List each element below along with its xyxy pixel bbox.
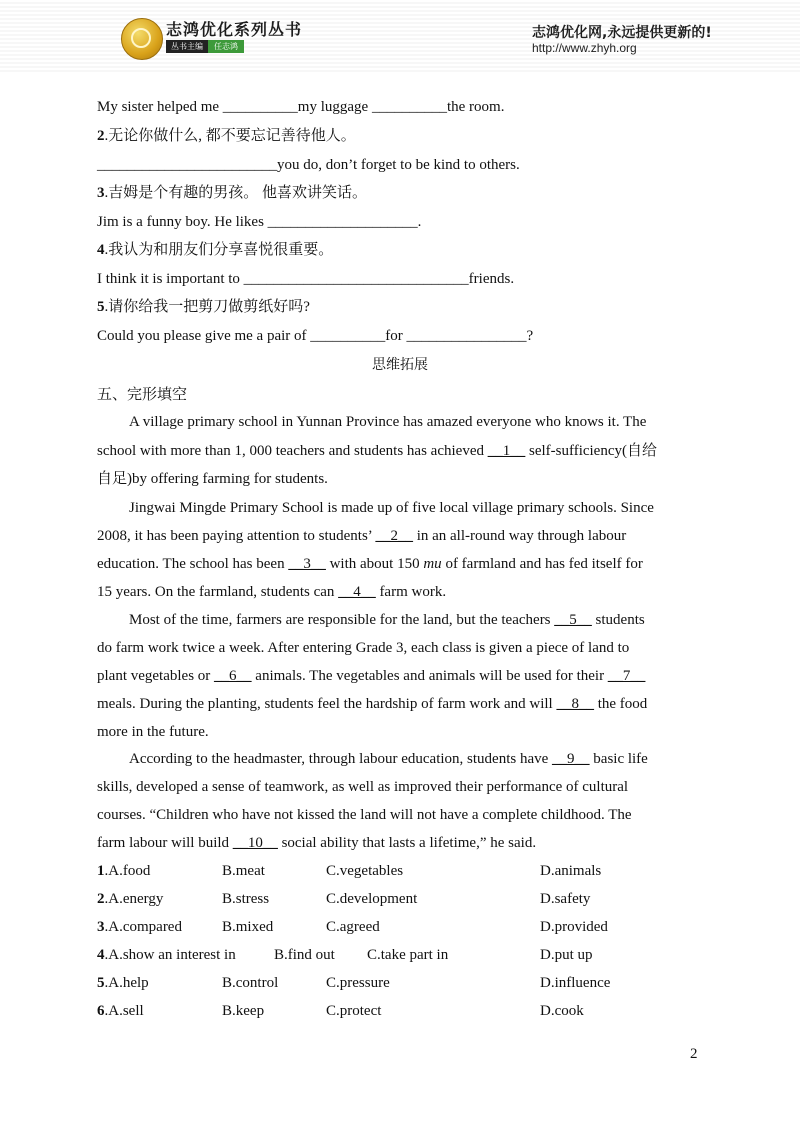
blank-10: __10__ (232, 835, 278, 851)
option-a-text: .A.show an interest in (104, 947, 236, 963)
option-c: C.vegetables (326, 863, 404, 879)
passage-text: with about 150 (325, 556, 424, 572)
passage-line (97, 833, 536, 853)
q4-number: 4 (97, 242, 105, 258)
passage-text: of farmland and has fed itself for (441, 556, 643, 572)
passage-text: plant vegetables or (97, 668, 215, 684)
line-q2-en: ________________________you do, don’t forget to be kind to others. (97, 157, 520, 173)
page-header (0, 0, 800, 72)
passage-line: more in the future. (97, 724, 209, 740)
option-a-text: .A.energy (104, 891, 164, 907)
option-number: 2 (97, 891, 105, 907)
blank-7: __7__ (607, 668, 646, 684)
series-logo-icon (121, 18, 163, 60)
q3-chinese: .吉姆是个有趣的男孩。 他喜欢讲笑话。 (104, 185, 368, 201)
line-q5-cn (97, 297, 310, 317)
blank-2: __2__ (375, 528, 413, 544)
passage-text: 2008, it has been paying attention to students’ (97, 528, 376, 544)
line-q1-en: My sister helped me __________my luggage __________the room. (97, 99, 505, 115)
blank-9: __9__ (552, 751, 590, 767)
option-a (97, 917, 182, 937)
passage-line: skills, developed a sense of teamwork, as well as improved their performance of cultural (97, 779, 629, 795)
passage-text: education. The school has been (97, 556, 289, 572)
option-d: D.put up (540, 947, 593, 963)
blank-1: __1__ (487, 443, 526, 459)
passage-line (97, 582, 446, 602)
option-a-text: .A.food (104, 863, 151, 879)
passage-text: the food (593, 696, 648, 712)
passage-italic: mu (423, 556, 442, 572)
option-b: B.find out (274, 947, 335, 963)
option-c: C.pressure (326, 975, 390, 991)
passage-text: According to the headmaster, through labour education, students have (129, 751, 553, 767)
option-b: B.mixed (222, 919, 274, 935)
passage-text: animals. The vegetables and animals will be used for their (251, 668, 608, 684)
blank-8: __8__ (556, 696, 594, 712)
passage-text: in an all-round way through labour (412, 528, 627, 544)
option-d: D.provided (540, 919, 608, 935)
option-d: D.cook (540, 1003, 584, 1019)
passage-text: farm labour will build (97, 835, 233, 851)
q5-number: 5 (97, 299, 105, 315)
line-q3-en: Jim is a funny boy. He likes ____________________. (97, 214, 422, 230)
q4-chinese: .我认为和朋友们分享喜悦很重要。 (104, 242, 334, 258)
line-q5-en: Could you please give me a pair of __________for ________________? (97, 328, 534, 344)
option-number: 4 (97, 947, 105, 963)
passage-line (97, 526, 626, 546)
blank-4: __4__ (338, 584, 376, 600)
passage-line (129, 749, 648, 769)
page-number: 2 (690, 1046, 698, 1062)
line-q4-en: I think it is important to ______________________________friends. (97, 271, 515, 287)
option-a-text: .A.help (104, 975, 149, 991)
passage-text: 15 years. On the farmland, students can (97, 584, 339, 600)
passage-text: school with more than 1, 000 teachers and students has achieved (97, 443, 488, 459)
passage-line (97, 666, 645, 686)
q2-number: 2 (97, 128, 105, 144)
blank-6: __6__ (214, 668, 252, 684)
passage-line (129, 610, 645, 630)
passage-line (97, 441, 657, 461)
option-c: C.take part in (367, 947, 449, 963)
q2-chinese: .无论你做什么, 都不要忘记善待他人。 (104, 128, 356, 144)
passage-line: courses. “Children who have not kissed the land will not have a complete childhood. The (97, 807, 632, 823)
passage-text: meals. During the planting, students feel the hardship of farm work and will (97, 696, 557, 712)
passage-text: self-sufficiency(自给 (525, 443, 657, 459)
passage-line: A village primary school in Yunnan Province has amazed everyone who knows it. The (129, 414, 647, 430)
passage-line (97, 554, 643, 574)
passage-line: Jingwai Mingde Primary School is made up of five local village primary schools. Since (129, 500, 654, 516)
option-number: 1 (97, 863, 105, 879)
option-a (97, 889, 163, 909)
header-url: http://www.zhyh.org (532, 41, 637, 55)
option-c: C.development (326, 891, 418, 907)
line-q2-cn (97, 126, 356, 146)
blank-3: __3__ (288, 556, 326, 572)
section-think-title: 思维拓展 (372, 357, 428, 373)
option-c: C.protect (326, 1003, 382, 1019)
line-q3-cn (97, 183, 367, 203)
editor-name: 任志鸿 (208, 40, 244, 53)
passage-text: students (591, 612, 645, 628)
editor-tag (166, 40, 244, 53)
option-number: 5 (97, 975, 105, 991)
option-a-text: .A.compared (104, 919, 182, 935)
line-q4-cn (97, 240, 333, 260)
option-a (97, 973, 149, 993)
section-five-title: 五、完形填空 (97, 385, 188, 403)
option-a (97, 861, 150, 881)
series-title: 志鸿优化系列丛书 (166, 20, 303, 39)
header-slogan: 志鸿优化网,永远提供更新的! (532, 25, 712, 41)
option-a (97, 1001, 144, 1021)
q5-chinese: .请你给我一把剪刀做剪纸好吗? (104, 299, 310, 315)
passage-line: do farm work twice a week. After entering Grade 3, each class is given a piece of land to (97, 640, 630, 656)
q3-number: 3 (97, 185, 105, 201)
option-a (97, 945, 236, 965)
option-d: D.influence (540, 975, 611, 991)
editor-label: 丛书主编 (166, 40, 208, 53)
option-b: B.meat (222, 863, 265, 879)
option-b: B.keep (222, 1003, 265, 1019)
option-number: 3 (97, 919, 105, 935)
passage-text: basic life (589, 751, 648, 767)
passage-line: 自足)by offering farming for students. (97, 471, 328, 487)
passage-text: Most of the time, farmers are responsible for the land, but the teachers (129, 612, 555, 628)
option-d: D.animals (540, 863, 602, 879)
passage-text: farm work. (375, 584, 447, 600)
option-b: B.stress (222, 891, 270, 907)
option-a-text: .A.sell (104, 1003, 144, 1019)
passage-line (97, 694, 647, 714)
option-b: B.control (222, 975, 279, 991)
blank-5: __5__ (554, 612, 592, 628)
option-c: C.agreed (326, 919, 380, 935)
option-d: D.safety (540, 891, 591, 907)
option-number: 6 (97, 1003, 105, 1019)
passage-text: social ability that lasts a lifetime,” he said. (277, 835, 537, 851)
